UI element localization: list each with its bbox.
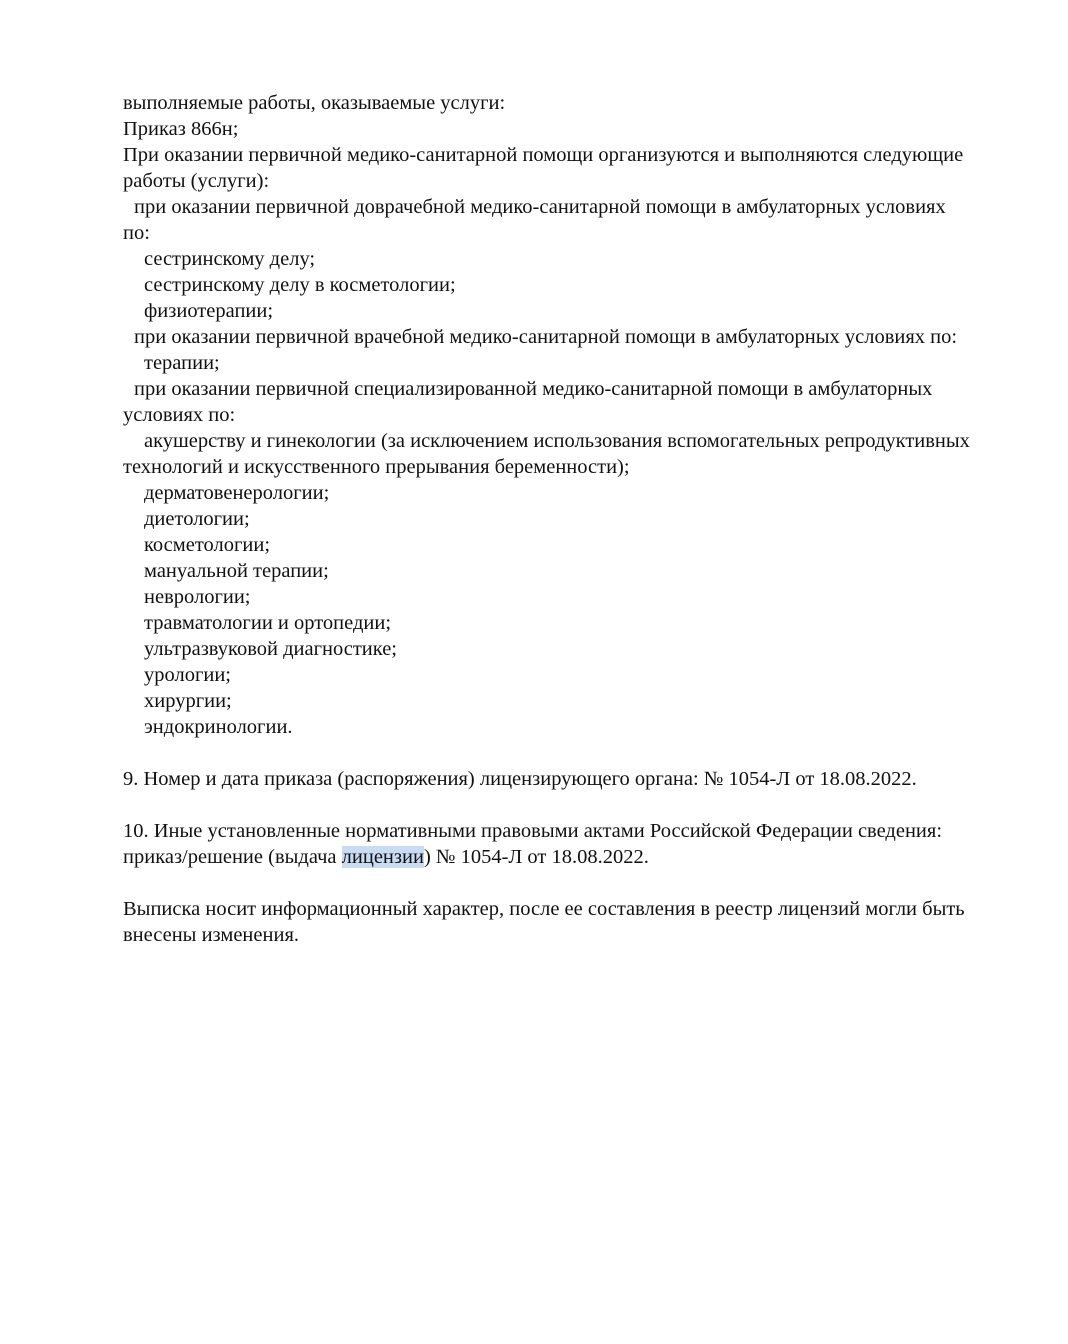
highlighted-selection[interactable]: лицензии bbox=[341, 846, 424, 868]
disclaimer-line-1: Выписка носит информационный характер, после ее составления в реестр лицензий могли быть bbox=[123, 898, 965, 920]
list-item: эндокринологии. bbox=[144, 716, 293, 738]
paragraph-spacer bbox=[123, 740, 1023, 766]
list-item: косметологии; bbox=[144, 534, 271, 556]
list-item: терапии; bbox=[144, 352, 220, 374]
intro-line-1: выполняемые работы, оказываемые услуги: bbox=[123, 92, 506, 114]
section-10-text-before: приказ/решение (выдача bbox=[123, 846, 342, 868]
predoctor-heading-2: по: bbox=[123, 222, 150, 244]
list-item: хирургии; bbox=[144, 690, 232, 712]
list-item: физиотерапии; bbox=[144, 300, 274, 322]
document-body bbox=[123, 90, 1023, 948]
paragraph-spacer bbox=[123, 792, 1023, 818]
list-item: ультразвуковой диагностике; bbox=[144, 638, 397, 660]
list-item: сестринскому делу в косметологии; bbox=[144, 274, 456, 296]
obstetrics-line-2: технологий и искусственного прерывания беременности); bbox=[123, 456, 630, 478]
specialized-heading-1: при оказании первичной специализированной медико-санитарной помощи в амбулаторных bbox=[134, 378, 933, 400]
disclaimer-line-2: внесены изменения. bbox=[123, 924, 299, 946]
specialized-heading-2: условиях по: bbox=[123, 404, 236, 426]
list-item: неврологии; bbox=[144, 586, 251, 608]
intro-line-2: Приказ 866н; bbox=[123, 118, 239, 140]
list-item: сестринскому делу; bbox=[144, 248, 316, 270]
section-10-line-2 bbox=[123, 844, 1023, 870]
section-10-line-1: 10. Иные установленные нормативными правовыми актами Российской Федерации сведения: bbox=[123, 820, 943, 842]
obstetrics-line-1: акушерству и гинекологии (за исключением использования вспомогательных репродуктивных bbox=[144, 430, 970, 452]
list-item: дерматовенерологии; bbox=[144, 482, 330, 504]
intro-line-3: При оказании первичной медико-санитарной помощи организуются и выполняются следующие bbox=[123, 144, 964, 166]
list-item: травматологии и ортопедии; bbox=[144, 612, 392, 634]
doctor-heading: при оказании первичной врачебной медико-санитарной помощи в амбулаторных условиях по: bbox=[134, 326, 958, 348]
predoctor-heading-1: при оказании первичной доврачебной медико-санитарной помощи в амбулаторных условиях bbox=[134, 196, 946, 218]
list-item: мануальной терапии; bbox=[144, 560, 329, 582]
section-10-text-after: ) № 1054-Л от 18.08.2022. bbox=[423, 846, 649, 868]
list-item: диетологии; bbox=[144, 508, 250, 530]
list-item: урологии; bbox=[144, 664, 232, 686]
section-9: 9. Номер и дата приказа (распоряжения) лицензирующего органа: № 1054-Л от 18.08.2022. bbox=[123, 768, 917, 790]
intro-line-4: работы (услуги): bbox=[123, 170, 270, 192]
paragraph-spacer bbox=[123, 870, 1023, 896]
